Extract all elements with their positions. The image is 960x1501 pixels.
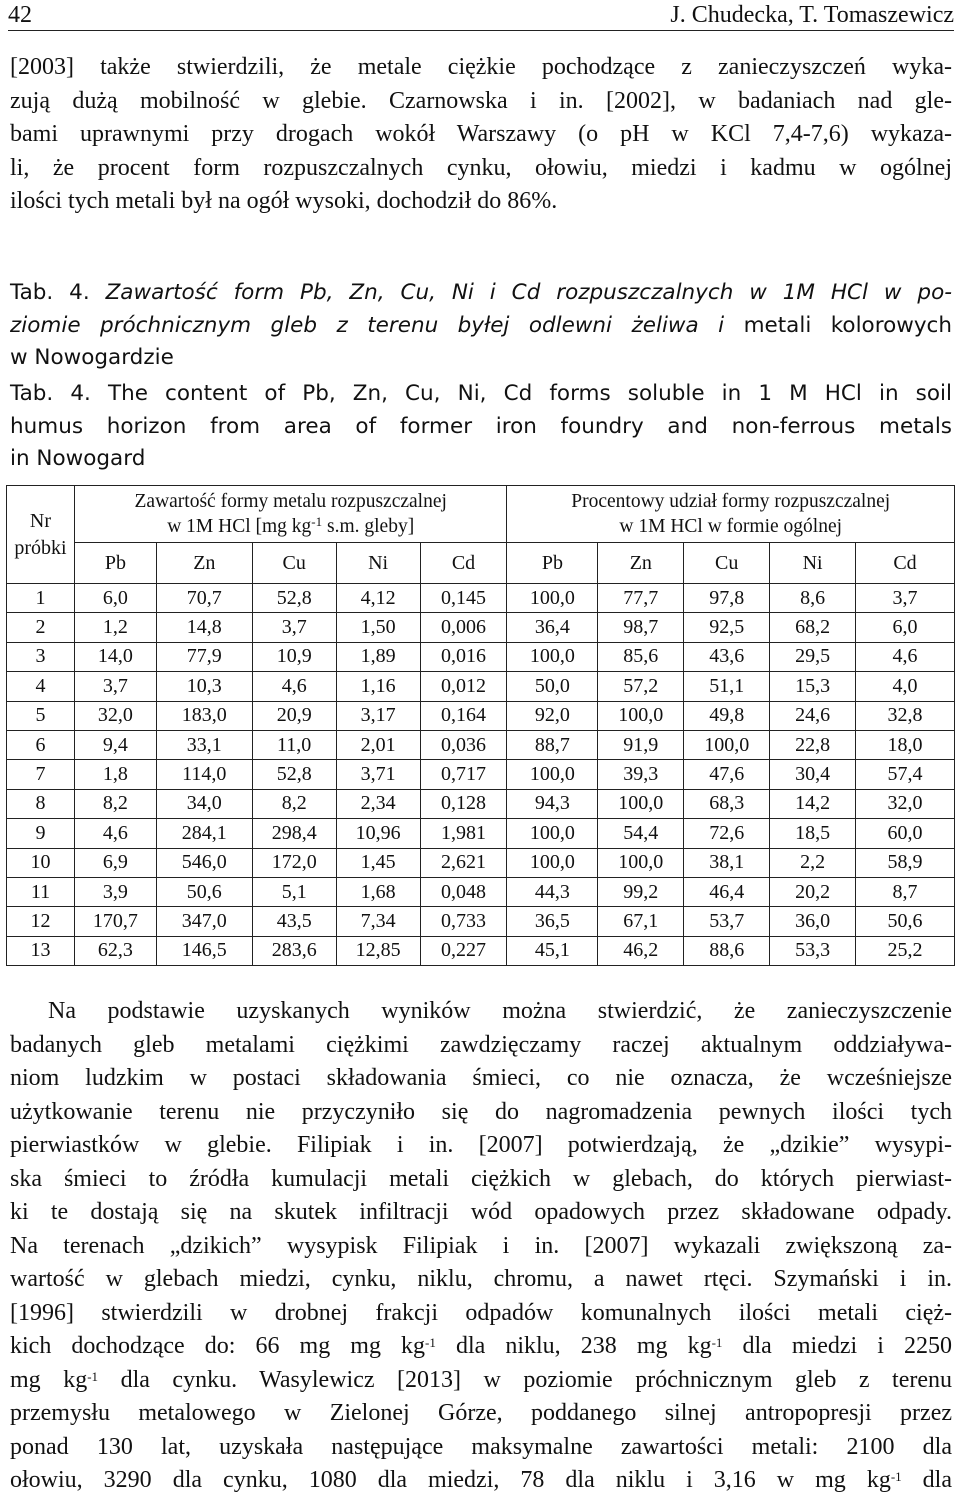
value-cell: 33,1 [156, 730, 252, 759]
group-header-text: w 1M HCl [mg kg [167, 516, 312, 537]
value-cell: 7,34 [336, 907, 420, 936]
caption-text: metali kolorowych [743, 312, 952, 338]
sample-number-cell: 3 [7, 642, 75, 671]
group-header-line: Procentowy udział formy rozpuszczalnej [571, 491, 891, 512]
text-line: zują dużą mobilność w glebie. Czarnowska i in. [2002], w badaniach nad gle- [10, 87, 952, 114]
element-header: Cu [252, 543, 336, 584]
text-line: badanych gleb metalami ciężkimi zawdzięczamy raczej aktualnym oddziaływa- [10, 1031, 952, 1058]
caption-label: Tab. 4. [10, 280, 90, 305]
value-cell: 9,4 [74, 730, 156, 759]
sample-number-cell: 10 [7, 848, 75, 877]
value-cell: 98,7 [598, 613, 684, 642]
value-cell: 2,34 [336, 789, 420, 818]
value-cell: 0,128 [420, 789, 507, 818]
caption-line [10, 378, 952, 411]
value-cell: 52,8 [252, 760, 336, 789]
value-cell: 88,6 [684, 936, 770, 965]
text-line: pierwiastków w glebie. Filipiak i in. [2007] potwierdzają, że „dzikie” wysypi- [10, 1132, 952, 1158]
value-cell: 146,5 [156, 936, 252, 965]
sample-number-cell: 4 [7, 672, 75, 701]
text-line: ki te dostają się na skutek infiltracji wód opadowych przez składowane odpady. [10, 1199, 952, 1225]
value-cell: 1,45 [336, 848, 420, 877]
element-header: Pb [74, 543, 156, 584]
value-cell: 172,0 [252, 848, 336, 877]
discussion-paragraph [10, 995, 952, 1498]
caption-line [10, 277, 952, 310]
table-row [7, 877, 955, 906]
value-cell: 34,0 [156, 789, 252, 818]
value-cell: 100,0 [684, 730, 770, 759]
value-cell: 114,0 [156, 760, 252, 789]
value-cell: 68,3 [684, 789, 770, 818]
value-cell: 0,016 [420, 642, 507, 671]
value-cell: 54,4 [598, 819, 684, 848]
value-cell: 70,7 [156, 584, 252, 613]
value-cell: 0,733 [420, 907, 507, 936]
value-cell: 3,7 [856, 584, 955, 613]
value-cell: 25,2 [856, 936, 955, 965]
text-line: bami uprawnymi przy drogach wokół Warszawy (o pH w KCl 7,4-7,6) wykaza- [10, 121, 952, 147]
text-run: ołowiu, 3290 dla cynku, 1080 dla miedzi, 78 dla niklu i 3,16 w mg kg [10, 1467, 891, 1493]
text-line: [2003] także stwierdzili, że metale ciężkie pochodzące z zanieczyszczeń wyka- [10, 54, 952, 80]
sample-number-cell: 9 [7, 819, 75, 848]
element-header: Cd [856, 543, 955, 584]
value-cell: 3,9 [74, 877, 156, 906]
text-run: dla [901, 1467, 952, 1493]
value-cell: 53,7 [684, 907, 770, 936]
value-cell: 51,1 [684, 672, 770, 701]
text-line [10, 1464, 952, 1498]
value-cell: 22,8 [770, 730, 856, 759]
caption-text: The content of Pb, Zn, Cu, Ni, Cd forms soluble in 1 M HCl in soil [107, 381, 952, 406]
table-row [7, 642, 955, 671]
table-row [7, 613, 955, 642]
value-cell: 36,4 [507, 613, 598, 642]
table-row [7, 760, 955, 789]
superscript: -1 [87, 1368, 99, 1384]
element-header: Ni [770, 543, 856, 584]
table-row [7, 672, 955, 701]
table-row [7, 848, 955, 877]
value-cell: 283,6 [252, 936, 336, 965]
text-line: przemysłu metalowego w Zielonej Górze, poddanego silnej antropopresji przez [10, 1400, 952, 1426]
value-cell: 5,1 [252, 877, 336, 906]
value-cell: 88,7 [507, 730, 598, 759]
value-cell: 2,01 [336, 730, 420, 759]
value-cell: 18,5 [770, 819, 856, 848]
value-cell: 8,2 [252, 789, 336, 818]
value-cell: 46,2 [598, 936, 684, 965]
value-cell: 0,048 [420, 877, 507, 906]
value-cell: 6,9 [74, 848, 156, 877]
group-header-text: s.m. gleby] [322, 516, 415, 537]
value-cell: 0,717 [420, 760, 507, 789]
value-cell: 284,1 [156, 819, 252, 848]
value-cell: 92,5 [684, 613, 770, 642]
caption-text: ziomie próchnicznym gleb z terenu byłej odlewni żeliwa i [10, 312, 725, 338]
value-cell: 0,036 [420, 730, 507, 759]
value-cell: 6,0 [856, 613, 955, 642]
value-cell: 546,0 [156, 848, 252, 877]
value-cell: 14,2 [770, 789, 856, 818]
value-cell: 91,9 [598, 730, 684, 759]
value-cell: 47,6 [684, 760, 770, 789]
superscript: -1 [711, 1335, 723, 1350]
value-cell: 1,16 [336, 672, 420, 701]
value-cell: 77,7 [598, 584, 684, 613]
element-header: Cd [420, 543, 507, 584]
value-cell: 1,2 [74, 613, 156, 642]
element-header: Pb [507, 543, 598, 584]
table-row [7, 789, 955, 818]
value-cell: 100,0 [507, 642, 598, 671]
text-run: dla miedzi i 2250 [722, 1333, 953, 1359]
value-cell: 60,0 [856, 819, 955, 848]
value-cell: 49,8 [684, 701, 770, 730]
value-cell: 3,7 [74, 672, 156, 701]
text-line: li, że procent form rozpuszczalnych cynku, ołowiu, miedzi i kadmu w ogólnej [10, 154, 952, 181]
value-cell: 12,85 [336, 936, 420, 965]
text-run: mg kg [10, 1366, 88, 1393]
table-row [7, 819, 955, 848]
value-cell: 62,3 [74, 936, 156, 965]
element-header: Zn [156, 543, 252, 584]
text-line: niom ludzkim w postaci składowania śmieci, co nie oznacza, że wcześniejsze [10, 1065, 952, 1091]
value-cell: 43,6 [684, 642, 770, 671]
value-cell: 8,7 [856, 877, 955, 906]
sample-header-line: Nr [29, 509, 52, 532]
percent-group-header [507, 486, 955, 543]
value-cell: 4,12 [336, 584, 420, 613]
text-run: kich dochodzące do: 66 mg mg kg [10, 1333, 426, 1359]
value-cell: 8,6 [770, 584, 856, 613]
value-cell: 8,2 [74, 789, 156, 818]
value-cell: 32,8 [856, 701, 955, 730]
sample-number-cell: 12 [7, 907, 75, 936]
table-caption-en [10, 378, 952, 476]
value-cell: 58,9 [856, 848, 955, 877]
metals-table [6, 485, 955, 966]
value-cell: 50,6 [856, 907, 955, 936]
value-cell: 46,4 [684, 877, 770, 906]
value-cell: 4,6 [74, 819, 156, 848]
text-line: Na terenach „dzikich” wysypisk Filipiak i in. [2007] wykazali zwiększoną za- [10, 1232, 952, 1259]
sample-number-cell: 1 [7, 584, 75, 613]
caption-label: Tab. 4. [10, 381, 91, 406]
text-run: dla cynku. Wasylewicz [2013] w poziomie próchnicznym gleb z terenu [98, 1366, 953, 1393]
value-cell: 170,7 [74, 907, 156, 936]
text-line: ponad 130 lat, uzyskała następujące maksymalne zawartości metali: 2100 dla [10, 1433, 952, 1460]
sample-number-cell: 7 [7, 760, 75, 789]
value-cell: 10,9 [252, 642, 336, 671]
value-cell: 20,2 [770, 877, 856, 906]
value-cell: 4,6 [252, 672, 336, 701]
caption-line: humus horizon from area of former iron foundry and non-ferrous metals [10, 413, 952, 439]
sample-number-cell: 2 [7, 613, 75, 642]
value-cell: 10,96 [336, 819, 420, 848]
page-number: 42 [8, 2, 32, 28]
value-cell: 1,981 [420, 819, 507, 848]
text-line: wartość w glebach miedzi, cynku, niklu, chromu, a nawet rtęci. Szymański i in. [10, 1266, 952, 1292]
value-cell: 44,3 [507, 877, 598, 906]
page-header [8, 0, 954, 31]
element-header: Zn [598, 543, 684, 584]
table-row [7, 936, 955, 965]
value-cell: 100,0 [507, 819, 598, 848]
value-cell: 0,164 [420, 701, 507, 730]
superscript: -1 [311, 514, 323, 529]
text-line: użytkowanie terenu nie przyczyniło się do nagromadzenia pewnych ilości tych [10, 1098, 952, 1125]
value-cell: 43,5 [252, 907, 336, 936]
value-cell: 94,3 [507, 789, 598, 818]
table-row [7, 584, 955, 613]
value-cell: 1,8 [74, 760, 156, 789]
sample-number-cell: 11 [7, 877, 75, 906]
value-cell: 10,3 [156, 672, 252, 701]
caption-line: in Nowogard [10, 446, 146, 471]
value-cell: 39,3 [598, 760, 684, 789]
value-cell: 99,2 [598, 877, 684, 906]
value-cell: 68,2 [770, 613, 856, 642]
value-cell: 36,5 [507, 907, 598, 936]
value-cell: 100,0 [507, 760, 598, 789]
value-cell: 52,8 [252, 584, 336, 613]
value-cell: 14,8 [156, 613, 252, 642]
sample-header-line: próbki [14, 536, 67, 559]
value-cell: 53,3 [770, 936, 856, 965]
value-cell: 57,4 [856, 760, 955, 789]
value-cell: 4,0 [856, 672, 955, 701]
text-line: Na podstawie uzyskanych wyników można stwierdzić, że zanieczyszczenie [48, 998, 952, 1024]
value-cell: 100,0 [598, 848, 684, 877]
value-cell: 15,3 [770, 672, 856, 701]
table-body [7, 584, 955, 966]
value-cell: 30,4 [770, 760, 856, 789]
value-cell: 50,0 [507, 672, 598, 701]
value-cell: 14,0 [74, 642, 156, 671]
value-cell: 298,4 [252, 819, 336, 848]
value-cell: 85,6 [598, 642, 684, 671]
value-cell: 45,1 [507, 936, 598, 965]
value-cell: 1,89 [336, 642, 420, 671]
element-header-row [7, 543, 955, 584]
group-header-line: Zawartość formy metalu rozpuszczalnej [134, 491, 447, 512]
value-cell: 72,6 [684, 819, 770, 848]
caption-line [10, 310, 952, 343]
value-cell: 57,2 [598, 672, 684, 701]
group-header-line [75, 514, 507, 539]
text-run: dla niklu, 238 mg kg [435, 1333, 712, 1359]
caption-line: w Nowogardzie [10, 345, 174, 370]
element-header: Cu [684, 543, 770, 584]
element-header: Ni [336, 543, 420, 584]
superscript: -1 [890, 1469, 902, 1484]
value-cell: 3,7 [252, 613, 336, 642]
intro-paragraph [10, 51, 952, 219]
value-cell: 1,68 [336, 877, 420, 906]
content-group-header [74, 486, 507, 543]
value-cell: 18,0 [856, 730, 955, 759]
value-cell: 100,0 [507, 848, 598, 877]
value-cell: 0,006 [420, 613, 507, 642]
text-line: [1996] stwierdzili w drobnej frakcji odpadów komunalnych ilości metali cięż- [10, 1299, 952, 1326]
text-line: ilości tych metali był na ogół wysoki, dochodził do 86%. [10, 188, 558, 214]
value-cell: 183,0 [156, 701, 252, 730]
table-row [7, 907, 955, 936]
text-line [10, 1330, 952, 1364]
sample-number-cell: 8 [7, 789, 75, 818]
value-cell: 32,0 [856, 789, 955, 818]
value-cell: 3,71 [336, 760, 420, 789]
table-row [7, 730, 955, 759]
value-cell: 100,0 [598, 789, 684, 818]
sample-number-cell: 5 [7, 701, 75, 730]
value-cell: 36,0 [770, 907, 856, 936]
value-cell: 6,0 [74, 584, 156, 613]
value-cell: 97,8 [684, 584, 770, 613]
value-cell: 100,0 [598, 701, 684, 730]
sample-number-cell: 6 [7, 730, 75, 759]
value-cell: 67,1 [598, 907, 684, 936]
group-header-line: w 1M HCl w formie ogólnej [619, 516, 843, 537]
value-cell: 0,145 [420, 584, 507, 613]
value-cell: 4,6 [856, 642, 955, 671]
value-cell: 2,2 [770, 848, 856, 877]
sample-header [7, 486, 75, 584]
caption-text: Zawartość form Pb, Zn, Cu, Ni i Cd rozpuszczalnych w 1M HCl w po- [105, 280, 952, 305]
value-cell: 0,012 [420, 672, 507, 701]
table-row [7, 701, 955, 730]
value-cell: 3,17 [336, 701, 420, 730]
value-cell: 1,50 [336, 613, 420, 642]
value-cell: 20,9 [252, 701, 336, 730]
running-title: J. Chudecka, T. Tomaszewicz [670, 2, 954, 28]
value-cell: 50,6 [156, 877, 252, 906]
text-line: ska śmieci to źródła kumulacji metali ciężkich w glebach, do których pierwiast- [10, 1165, 952, 1192]
text-line [10, 1364, 952, 1398]
value-cell: 11,0 [252, 730, 336, 759]
value-cell: 32,0 [74, 701, 156, 730]
sample-number-cell: 13 [7, 936, 75, 965]
table-caption-pl [10, 277, 952, 375]
value-cell: 0,227 [420, 936, 507, 965]
value-cell: 29,5 [770, 642, 856, 671]
value-cell: 347,0 [156, 907, 252, 936]
value-cell: 92,0 [507, 701, 598, 730]
value-cell: 77,9 [156, 642, 252, 671]
value-cell: 24,6 [770, 701, 856, 730]
superscript: -1 [425, 1335, 436, 1350]
value-cell: 2,621 [420, 848, 507, 877]
value-cell: 38,1 [684, 848, 770, 877]
value-cell: 100,0 [507, 584, 598, 613]
